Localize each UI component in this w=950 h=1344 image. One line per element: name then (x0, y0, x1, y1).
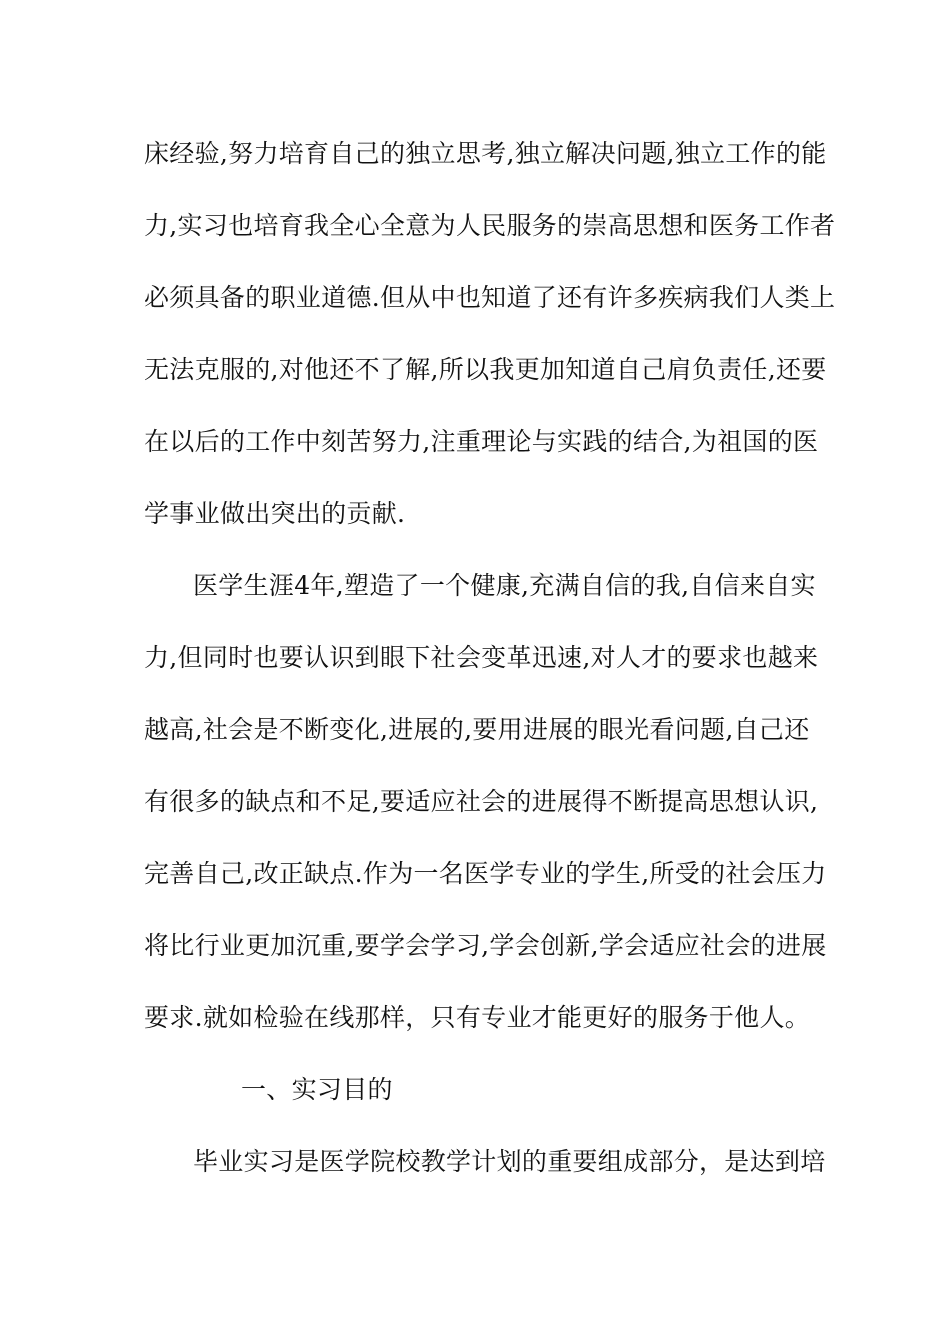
paragraph-2-first-line: 医学生涯4年,塑造了一个健康,充满自信的我,自信来自实 (193, 571, 816, 600)
text-line-10: 有很多的缺点和不足,要适应社会的进展得不断提高思想认识, (144, 787, 819, 816)
text-line-6: 学事业做出突出的贡献. (144, 499, 406, 528)
text-line-2: 力,实习也培育我全心全意为人民服务的崇高思想和医务工作者 (144, 211, 836, 240)
text-line-8: 力,但同时也要认识到眼下社会变革迅速,对人才的要求也越来 (144, 643, 819, 672)
text-line-4: 无法克服的,对他还不了解,所以我更加知道自己肩负责任,还要 (144, 355, 827, 384)
text-line-11: 完善自己,改正缺点.作为一名医学专业的学生,所受的社会压力 (144, 859, 827, 888)
text-line-1: 床经验,努力培育自己的独立思考,独立解决问题,独立工作的能 (144, 139, 827, 168)
text-line-12: 将比行业更加沉重,要学会学习,学会创新,学会适应社会的进展 (144, 931, 827, 960)
text-line-3: 必须具备的职业道德.但从中也知道了还有许多疾病我们人类上 (144, 283, 836, 312)
paragraph-3-first-line: 毕业实习是医学院校教学计划的重要组成部分，是达到培 (193, 1147, 826, 1176)
text-line-5: 在以后的工作中刻苦努力,注重理论与实践的结合,为祖国的医 (144, 427, 819, 456)
text-line-9: 越高,社会是不断变化,进展的,要用进展的眼光看问题,自己还 (144, 715, 810, 744)
section-heading: 一、实习目的 (241, 1075, 393, 1104)
text-line-13: 要求.就如检验在线那样，只有专业才能更好的服务于他人。 (144, 1003, 811, 1032)
